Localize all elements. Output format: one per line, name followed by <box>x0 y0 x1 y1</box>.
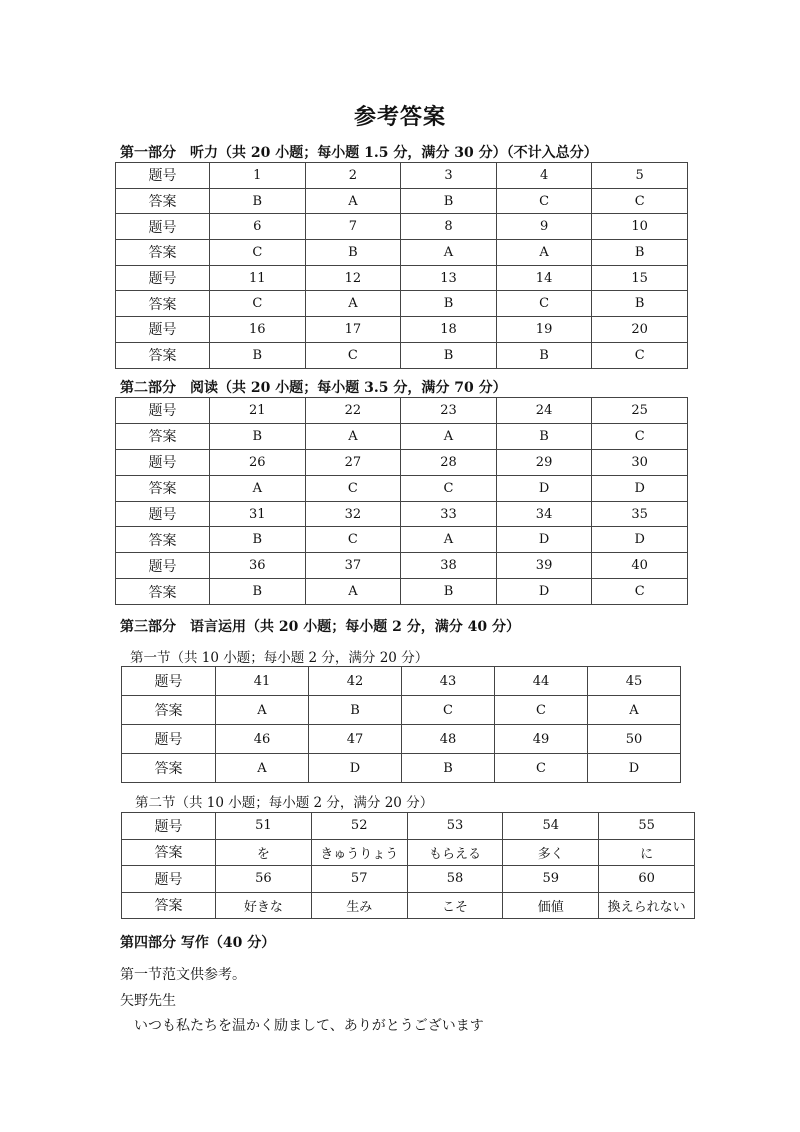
table-row <box>122 725 681 754</box>
table-cell: B <box>592 291 688 317</box>
table-cell: B <box>401 188 497 214</box>
row-label: 答案 <box>122 754 216 783</box>
table-cell: A <box>305 291 401 317</box>
table-cell: 27 <box>305 449 401 475</box>
table-cell: 32 <box>305 501 401 527</box>
part3-heading: 第三部分 语言运用（共 20 小题；每小题 2 分，满分 40 分） <box>120 619 520 635</box>
table-cell: 58 <box>407 866 503 893</box>
table-cell: 1 <box>210 163 306 189</box>
table-cell: 43 <box>402 667 495 696</box>
part3-section1-heading: 第一节（共 10 小题；每小题 2 分，满分 20 分） <box>130 650 429 666</box>
table-cell: C <box>495 696 588 725</box>
table-cell: D <box>496 475 592 501</box>
table-cell: 8 <box>401 214 497 240</box>
table-row <box>122 667 681 696</box>
table-cell: 生み <box>311 892 407 919</box>
row-label: 题号 <box>116 317 210 343</box>
table-cell: B <box>496 342 592 368</box>
row-label: 题号 <box>116 214 210 240</box>
table-cell: 2 <box>305 163 401 189</box>
table-row <box>122 892 695 919</box>
table-cell: B <box>401 342 497 368</box>
table-cell: C <box>495 754 588 783</box>
table-row <box>116 423 688 449</box>
table-row <box>116 449 688 475</box>
table-cell: 29 <box>496 449 592 475</box>
row-label: 题号 <box>122 725 216 754</box>
part2-heading: 第二部分 阅读（共 20 小题；每小题 3.5 分，满分 70 分） <box>120 380 507 396</box>
table-cell: 42 <box>309 667 402 696</box>
table-cell: 7 <box>305 214 401 240</box>
table-cell: 45 <box>588 667 681 696</box>
table-cell: A <box>216 754 309 783</box>
table-cell: B <box>402 754 495 783</box>
table-cell: C <box>496 291 592 317</box>
table-cell: 38 <box>401 553 497 579</box>
row-label: 答案 <box>116 475 210 501</box>
table-cell: に <box>599 839 695 866</box>
table-row <box>116 188 688 214</box>
table-cell: D <box>309 754 402 783</box>
table-cell: 57 <box>311 866 407 893</box>
table-cell: 47 <box>309 725 402 754</box>
table-cell: 6 <box>210 214 306 240</box>
table-cell: B <box>210 342 306 368</box>
row-label: 题号 <box>116 553 210 579</box>
table-row <box>116 342 688 368</box>
table-cell: 48 <box>402 725 495 754</box>
table-cell: A <box>588 696 681 725</box>
table-cell: 54 <box>503 813 599 840</box>
table-cell: 15 <box>592 265 688 291</box>
table-cell: 28 <box>401 449 497 475</box>
row-label: 题号 <box>122 667 216 696</box>
table-cell: 33 <box>401 501 497 527</box>
row-label: 题号 <box>116 398 210 424</box>
table-cell: D <box>496 527 592 553</box>
table-cell: C <box>496 188 592 214</box>
table-cell: 13 <box>401 265 497 291</box>
table-cell: C <box>401 475 497 501</box>
table-row <box>116 163 688 189</box>
table-cell: 31 <box>210 501 306 527</box>
table-cell: 9 <box>496 214 592 240</box>
table-cell: D <box>588 754 681 783</box>
row-label: 答案 <box>116 291 210 317</box>
table-cell: 3 <box>401 163 497 189</box>
row-label: 题号 <box>116 501 210 527</box>
table-cell: 16 <box>210 317 306 343</box>
table-cell: 41 <box>216 667 309 696</box>
row-label: 答案 <box>116 188 210 214</box>
table-cell: 40 <box>592 553 688 579</box>
row-label: 题号 <box>116 265 210 291</box>
row-label: 答案 <box>122 839 216 866</box>
table-cell: 価値 <box>503 892 599 919</box>
language-use-section1-table <box>121 666 681 783</box>
table-row <box>116 475 688 501</box>
table-cell: 51 <box>216 813 312 840</box>
row-label: 答案 <box>122 696 216 725</box>
table-cell: 25 <box>592 398 688 424</box>
row-label: 题号 <box>122 866 216 893</box>
row-label: 答案 <box>116 342 210 368</box>
table-cell: B <box>592 240 688 266</box>
table-cell: 10 <box>592 214 688 240</box>
table-cell: C <box>592 423 688 449</box>
table-cell: B <box>401 291 497 317</box>
table-row <box>116 291 688 317</box>
row-label: 答案 <box>116 240 210 266</box>
table-cell: 22 <box>305 398 401 424</box>
table-cell: B <box>305 240 401 266</box>
table-row <box>116 579 688 605</box>
table-cell: C <box>305 475 401 501</box>
model-essay-note: 第一节范文供参考。 <box>120 967 246 983</box>
table-cell: B <box>309 696 402 725</box>
table-row <box>116 265 688 291</box>
table-row <box>116 214 688 240</box>
table-cell: A <box>305 423 401 449</box>
table-cell: 44 <box>495 667 588 696</box>
essay-salutation: 矢野先生 <box>120 993 176 1009</box>
table-row <box>116 527 688 553</box>
row-label: 答案 <box>122 892 216 919</box>
table-cell: D <box>592 475 688 501</box>
table-cell: B <box>401 579 497 605</box>
table-cell: 56 <box>216 866 312 893</box>
table-cell: 14 <box>496 265 592 291</box>
table-cell: 53 <box>407 813 503 840</box>
table-cell: D <box>592 527 688 553</box>
table-cell: C <box>592 188 688 214</box>
table-cell: A <box>305 579 401 605</box>
table-cell: C <box>210 240 306 266</box>
row-label: 答案 <box>116 579 210 605</box>
reading-answer-table <box>115 397 688 605</box>
table-row <box>116 553 688 579</box>
row-label: 题号 <box>116 163 210 189</box>
row-label: 题号 <box>116 449 210 475</box>
table-cell: B <box>210 527 306 553</box>
table-cell: A <box>216 696 309 725</box>
table-row <box>122 866 695 893</box>
table-cell: きゅうりょう <box>311 839 407 866</box>
table-row <box>116 501 688 527</box>
table-cell: 12 <box>305 265 401 291</box>
table-cell: C <box>305 527 401 553</box>
table-cell: 換えられない <box>599 892 695 919</box>
table-cell: 50 <box>588 725 681 754</box>
table-cell: 49 <box>495 725 588 754</box>
part4-heading: 第四部分 写作（40 分） <box>120 935 276 951</box>
table-cell: 46 <box>216 725 309 754</box>
essay-first-line: いつも私たちを温かく励まして、ありがとうございます <box>120 1018 484 1034</box>
table-cell: 4 <box>496 163 592 189</box>
table-cell: C <box>210 291 306 317</box>
table-row <box>116 398 688 424</box>
table-row <box>116 317 688 343</box>
listening-answer-table <box>115 162 688 369</box>
table-cell: A <box>210 475 306 501</box>
table-cell: 39 <box>496 553 592 579</box>
table-cell: 35 <box>592 501 688 527</box>
table-row <box>122 839 695 866</box>
table-row <box>122 754 681 783</box>
table-cell: 37 <box>305 553 401 579</box>
table-cell: 26 <box>210 449 306 475</box>
part3-section2-heading: 第二节（共 10 小题；每小题 2 分，满分 20 分） <box>135 795 434 811</box>
table-cell: C <box>305 342 401 368</box>
table-cell: B <box>210 423 306 449</box>
table-cell: 52 <box>311 813 407 840</box>
table-cell: C <box>402 696 495 725</box>
row-label: 答案 <box>116 423 210 449</box>
language-use-section2-table <box>121 812 695 919</box>
table-cell: 19 <box>496 317 592 343</box>
table-cell: C <box>592 579 688 605</box>
table-cell: 5 <box>592 163 688 189</box>
table-cell: A <box>401 423 497 449</box>
table-row <box>116 240 688 266</box>
table-row <box>122 813 695 840</box>
table-cell: A <box>401 240 497 266</box>
table-cell: 23 <box>401 398 497 424</box>
table-cell: もらえる <box>407 839 503 866</box>
table-cell: B <box>210 579 306 605</box>
table-cell: A <box>401 527 497 553</box>
table-cell: 18 <box>401 317 497 343</box>
table-cell: 24 <box>496 398 592 424</box>
table-cell: 59 <box>503 866 599 893</box>
table-cell: こそ <box>407 892 503 919</box>
table-cell: 60 <box>599 866 695 893</box>
table-cell: 21 <box>210 398 306 424</box>
table-cell: 55 <box>599 813 695 840</box>
table-cell: を <box>216 839 312 866</box>
table-cell: A <box>305 188 401 214</box>
table-cell: 11 <box>210 265 306 291</box>
table-cell: 34 <box>496 501 592 527</box>
table-cell: B <box>496 423 592 449</box>
row-label: 答案 <box>116 527 210 553</box>
table-cell: A <box>496 240 592 266</box>
part1-heading: 第一部分 听力（共 20 小题；每小题 1.5 分，满分 30 分）（不计入总分） <box>120 145 598 161</box>
table-cell: D <box>496 579 592 605</box>
table-cell: C <box>592 342 688 368</box>
table-cell: 20 <box>592 317 688 343</box>
table-cell: 好きな <box>216 892 312 919</box>
table-cell: 30 <box>592 449 688 475</box>
table-row <box>122 696 681 725</box>
table-cell: 多く <box>503 839 599 866</box>
table-cell: 36 <box>210 553 306 579</box>
table-cell: B <box>210 188 306 214</box>
row-label: 题号 <box>122 813 216 840</box>
page-title: 参考答案 <box>353 104 446 130</box>
table-cell: 17 <box>305 317 401 343</box>
